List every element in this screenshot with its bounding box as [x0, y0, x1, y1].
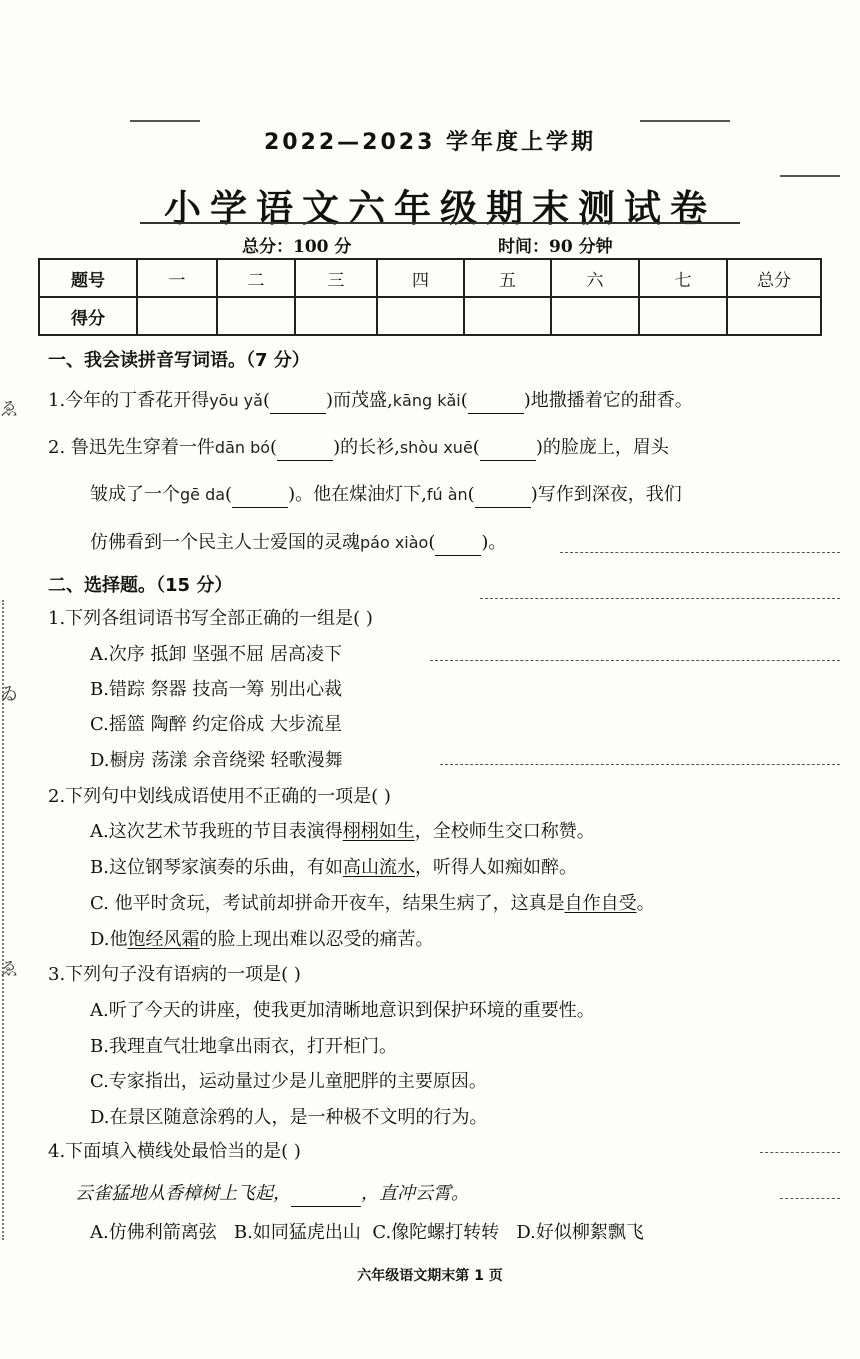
question-text: 写作到深夜，我们 — [537, 484, 682, 505]
section-2-heading: 二、选择题。（15 分） — [48, 575, 233, 596]
pinyin-question-2-line-1: 2. 鲁迅先生穿着一件dān bó( )的长衫,shòu xuē( )的脸庞上，眉头 — [48, 436, 669, 461]
score-table-score-row — [39, 297, 821, 335]
score-cell[interactable] — [295, 297, 377, 335]
score-cell[interactable] — [137, 297, 217, 335]
option-text: 的脸上现出难以忍受的痛苦。 — [199, 929, 434, 950]
answer-blank[interactable] — [480, 436, 536, 461]
score-cell[interactable] — [464, 297, 551, 335]
margin-mark: ゑ — [0, 399, 18, 420]
total-score-info — [242, 232, 351, 257]
decor-line — [780, 175, 840, 177]
choice-option-b[interactable]: B.如同猛虎出山 — [233, 1222, 361, 1243]
pinyin: yōu yǎ — [209, 391, 263, 410]
question-text: 的脸庞上，眉头 — [542, 437, 669, 458]
option-text: ，听得人如痴如醉。 — [414, 857, 577, 878]
answer-blank[interactable] — [232, 483, 288, 508]
choice-option-a[interactable]: A.仿佛利箭离弦 — [90, 1222, 217, 1243]
total-label: 总分： — [242, 237, 293, 257]
exam-title: 小学语文六年级期末测试卷 — [164, 187, 716, 230]
question-text: 。他在煤油灯下, — [295, 484, 427, 505]
answer-blank[interactable] — [435, 531, 481, 556]
choice-question-2-stem: 2.下列句中划线成语使用不正确的一项是( ) — [48, 786, 391, 807]
pinyin-question-2-line-2: 皱成了一个gē da( )。他在煤油灯下,fú àn( )写作到深夜，我们 — [90, 483, 682, 508]
section-1-heading: 一、我会读拼音写词语。（7 分） — [48, 350, 310, 371]
question-text: 仿佛看到一个民主人士爱国的灵魂 — [90, 532, 360, 553]
option-text: D.他 — [90, 929, 128, 950]
total-value: 100 分 — [293, 237, 352, 257]
question-text: 而茂盛, — [333, 390, 393, 411]
margin-mark: ゑ — [0, 959, 18, 980]
question-text: 地撒播着它的甜香。 — [530, 390, 693, 411]
question-text: 2. 鲁迅先生穿着一件 — [48, 437, 215, 458]
choice-option-a[interactable] — [90, 820, 595, 844]
scan-line — [780, 1198, 840, 1199]
option-text: ，全校师生交口称赞。 — [414, 821, 595, 842]
choice-option-b[interactable] — [90, 856, 577, 880]
answer-blank[interactable] — [270, 389, 326, 414]
sentence-text: ，直冲云霄。 — [361, 1183, 469, 1204]
choice-option-d[interactable] — [90, 928, 434, 952]
pinyin: gē da — [180, 485, 226, 504]
answer-blank[interactable] — [468, 389, 524, 414]
col-total: 总分 — [727, 259, 821, 297]
choice-question-4-options — [90, 1221, 644, 1245]
fill-sentence — [75, 1182, 469, 1207]
pinyin-question-1: 1.今年的丁香花开得yōu yǎ( )而茂盛,kāng kǎi( )地撒播着它的甜香。 — [48, 389, 693, 414]
col-3: 三 — [295, 259, 377, 297]
score-cell[interactable] — [377, 297, 464, 335]
row-label-number: 题号 — [39, 259, 137, 297]
choice-option-c[interactable]: C.专家指出，运动量过少是儿童肥胖的主要原因。 — [90, 1071, 487, 1092]
option-text: B.这位钢琴家演奏的乐曲，有如 — [90, 857, 343, 878]
scan-line — [430, 660, 840, 661]
option-text: 。 — [636, 893, 655, 914]
col-5: 五 — [464, 259, 551, 297]
question-text: 1.今年的丁香花开得 — [48, 390, 210, 411]
choice-option-c[interactable] — [90, 892, 655, 916]
pinyin: kāng kǎi — [392, 391, 461, 410]
choice-question-1-stem: 1.下列各组词语书写全部正确的一组是( ) — [48, 608, 373, 629]
underlined-idiom: 栩栩如生 — [342, 821, 415, 842]
margin-mark: ゐ — [0, 684, 18, 705]
score-cell[interactable] — [639, 297, 727, 335]
choice-question-4-stem: 4.下面填入横线处最恰当的是( ) — [48, 1141, 301, 1162]
row-label-score: 得分 — [39, 297, 137, 335]
scan-line — [760, 1152, 840, 1153]
choice-option-b[interactable]: B.我理直气壮地拿出雨衣，打开柜门。 — [90, 1036, 397, 1057]
pinyin: fú àn — [426, 485, 468, 504]
time-label: 时间： — [498, 237, 549, 257]
score-table — [38, 258, 822, 336]
school-year: 2022—2023 学年度上学期 — [263, 130, 597, 155]
sentence-text: 云雀猛地从香樟树上飞起， — [75, 1183, 291, 1204]
scan-line — [440, 764, 840, 765]
score-table-header-row — [39, 259, 821, 297]
pinyin-question-2-line-3: 仿佛看到一个民主人士爱国的灵魂páo xiào( )。 — [90, 531, 506, 556]
underlined-idiom: 高山流水 — [342, 857, 415, 878]
choice-option-a[interactable]: A.听了今天的讲座，使我更加清晰地意识到保护环境的重要性。 — [90, 1000, 595, 1021]
decor-line — [640, 120, 730, 122]
score-cell[interactable] — [551, 297, 639, 335]
question-text: 的长衫, — [340, 437, 400, 458]
choice-option-c[interactable]: C.摇篮 陶醉 约定俗成 大步流星 — [90, 714, 343, 735]
question-text: 皱成了一个 — [90, 484, 180, 505]
pinyin: dān bó — [214, 438, 271, 457]
choice-option-a[interactable]: A.次序 抵卸 坚强不屈 居高凌下 — [90, 644, 342, 665]
choice-question-3-stem: 3.下列句子没有语病的一项是( ) — [48, 964, 301, 985]
title-underline — [140, 222, 740, 224]
col-4: 四 — [377, 259, 464, 297]
col-2: 二 — [217, 259, 295, 297]
decor-line — [130, 120, 200, 122]
col-6: 六 — [551, 259, 639, 297]
option-text: A.这次艺术节我班的节目表演得 — [90, 821, 343, 842]
underlined-idiom: 饱经风霜 — [127, 929, 200, 950]
page-footer: 六年级语文期末第 1 页 — [357, 1268, 503, 1284]
choice-option-d[interactable]: D.橱房 荡漾 余音绕梁 轻歌漫舞 — [90, 750, 343, 771]
pinyin: shòu xuē — [399, 438, 473, 457]
pinyin: páo xiào — [360, 533, 429, 552]
choice-option-b[interactable]: B.错踪 祭器 技高一筹 别出心裁 — [90, 679, 343, 700]
col-7: 七 — [639, 259, 727, 297]
scan-line — [560, 552, 840, 553]
choice-option-d[interactable]: D.好似柳絮飘飞 — [516, 1222, 644, 1243]
answer-blank[interactable] — [277, 436, 333, 461]
option-text: C. 他平时贪玩，考试前却拼命开夜车，结果生病了，这真是 — [90, 893, 565, 914]
question-text: 。 — [488, 532, 507, 553]
score-cell[interactable] — [217, 297, 295, 335]
col-1: 一 — [137, 259, 217, 297]
choice-option-c[interactable]: C.像陀螺打转转 — [372, 1222, 500, 1243]
underlined-idiom: 自作自受 — [564, 893, 637, 914]
scan-line — [480, 598, 840, 599]
score-cell[interactable] — [727, 297, 821, 335]
answer-blank[interactable] — [291, 1182, 361, 1207]
time-info — [498, 232, 613, 257]
time-value: 90 分钟 — [549, 237, 613, 257]
answer-blank[interactable] — [475, 483, 531, 508]
choice-option-d[interactable]: D.在景区随意涂鸦的人，是一种极不文明的行为。 — [90, 1107, 488, 1128]
